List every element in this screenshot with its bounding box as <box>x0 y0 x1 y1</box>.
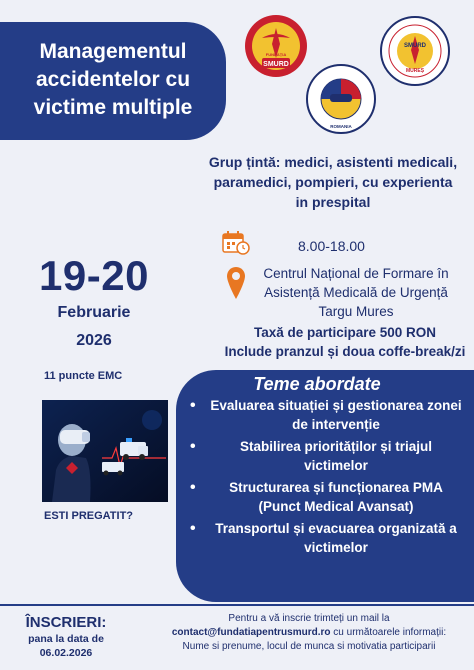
topics-panel <box>176 370 474 602</box>
emc-points: 11 puncte EMC <box>44 370 123 382</box>
smurd-logo-sub: FUNDAȚIA <box>265 52 287 57</box>
vr-simulation-team-logo <box>306 64 376 134</box>
venue-address <box>246 264 466 321</box>
registration-info <box>150 612 468 654</box>
ready-question: ESTI PREGATIT? <box>44 510 134 522</box>
target-group: Grup țintă: medici, asistenti medicali, paramedici, pompieri, cu experienta in prespital <box>208 154 458 210</box>
event-title <box>0 22 226 140</box>
deadline-date: 06.02.2026 <box>39 647 93 659</box>
topic-item: • Transportul și evacuarea organizată a victimelor <box>190 519 464 557</box>
location-pin-icon <box>226 266 246 305</box>
venue-line-1: Centrul Național de Formare în <box>263 266 449 281</box>
event-dates <box>24 254 164 352</box>
contact-email-link[interactable]: contact@fundatiapentrusmurd.ro <box>171 627 331 638</box>
topic-item: • Stabilirea priorităților și triajul victimelor <box>190 437 464 475</box>
event-days: 19-20 <box>39 252 149 299</box>
vr-headset-illustration <box>42 400 168 502</box>
event-hours: 8.00-18.00 <box>298 238 365 254</box>
vr-team-country: ROMANIA <box>330 124 352 129</box>
mures-logo-text: SMURD <box>404 43 426 49</box>
fundatia-smurd-logo <box>244 14 308 78</box>
deadline-prefix: pana la data de <box>28 633 104 645</box>
venue-line-2: Asistență Medicală de Urgență <box>264 285 448 300</box>
registration-deadline <box>10 614 122 660</box>
topic-item: • Structurarea și funcționarea PMA (Punct Medical Avansat) <box>190 478 464 516</box>
included-meals: Include pranzul și doua coffe-break/zi <box>224 344 466 359</box>
smurd-mures-logo <box>380 16 450 86</box>
footer-divider <box>0 604 474 606</box>
registration-info-line-3: Nume si prenume, locul de munca si motivatia participarii <box>182 641 436 652</box>
event-month: Februarie <box>57 304 131 321</box>
topics-list <box>190 396 464 557</box>
topics-heading: Teme abordate <box>253 374 381 394</box>
venue-line-3: Targu Mures <box>318 304 394 319</box>
participation-fee: Taxă de participare 500 RON <box>253 325 437 340</box>
registration-label: ÎNSCRIERI: <box>25 614 107 631</box>
calendar-clock-icon <box>222 230 250 261</box>
title-line-3: victime multiple <box>33 96 193 119</box>
info-line-2-suffix: cu următoarele informații: <box>330 627 447 638</box>
registration-info-line-1: Pentru a vă inscrie trimteți un mail la <box>228 613 390 624</box>
title-line-1: Managementul <box>39 40 187 63</box>
topic-item: • Evaluarea situației și gestionarea zonei de intervenție <box>190 396 464 434</box>
title-line-2: accidentelor cu <box>35 68 191 91</box>
registration-info-line-2 <box>150 626 468 640</box>
event-year: 2026 <box>76 332 112 349</box>
smurd-logo-text: SMURD <box>263 61 289 68</box>
fee-info <box>218 323 472 361</box>
mures-logo-sub: MUREȘ <box>405 68 425 74</box>
